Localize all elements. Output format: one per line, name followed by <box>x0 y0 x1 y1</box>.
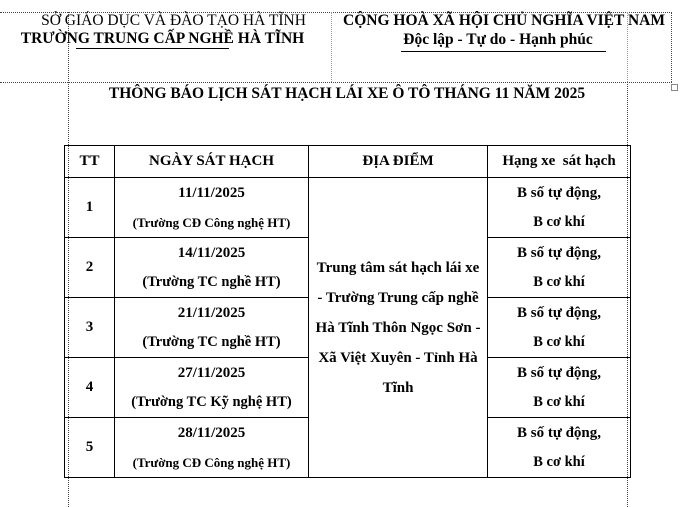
motto-underline <box>401 51 606 52</box>
cell-class <box>488 298 631 358</box>
exam-date: 11/11/2025 <box>178 185 245 201</box>
department-name: SỞ GIÁO DỤC VÀ ĐÀO TẠO HÀ TĨNH <box>41 12 306 29</box>
cell-tt: 5 <box>65 418 115 478</box>
cell-date <box>115 358 309 418</box>
cell-date <box>115 298 309 358</box>
cell-location <box>309 178 488 478</box>
cell-class <box>488 358 631 418</box>
cell-tt: 4 <box>65 358 115 418</box>
exam-venue: (Trường TC Kỹ nghệ HT) <box>131 394 292 410</box>
cell-tt: 3 <box>65 298 115 358</box>
cell-class <box>488 418 631 478</box>
class-manual: B cơ khí <box>533 214 585 230</box>
gridline-header-bottom <box>0 82 672 83</box>
class-manual: B cơ khí <box>533 274 585 290</box>
table-resize-handle[interactable] <box>671 84 678 91</box>
col-header-tt: TT <box>65 146 115 178</box>
exam-venue: (Trường TC nghề HT) <box>142 274 281 290</box>
class-auto: B số tự động, <box>516 245 602 261</box>
exam-date: 28/11/2025 <box>177 425 246 441</box>
table-header-row <box>65 146 631 178</box>
cell-tt: 1 <box>65 178 115 238</box>
class-manual: B cơ khí <box>533 454 585 470</box>
location-text: Trung tâm sát hạch lái xe - Trường Trung cấp nghề Hà Tĩnh Thôn Ngọc Sơn - Xã Việt Xuyên - Tỉnh Hà Tĩnh <box>315 259 481 396</box>
class-auto: B số tự động, <box>516 425 602 441</box>
class-auto: B số tự động, <box>516 365 602 381</box>
cell-class <box>488 178 631 238</box>
cell-date <box>115 178 309 238</box>
col-header-date: NGÀY SÁT HẠCH <box>115 146 309 178</box>
national-title: CỘNG HOÀ XÃ HỘI CHỦ NGHĨA VIỆT NAM <box>343 12 665 29</box>
cell-date <box>115 238 309 298</box>
exam-date: 27/11/2025 <box>177 365 246 381</box>
class-auto: B số tự động, <box>516 305 602 321</box>
class-manual: B cơ khí <box>533 334 585 350</box>
class-manual: B cơ khí <box>533 394 585 410</box>
col-header-location: ĐỊA ĐIỂM <box>309 146 488 178</box>
exam-venue: (Trường CĐ Công nghệ HT) <box>132 455 291 470</box>
cell-class <box>488 238 631 298</box>
document-title: THÔNG BÁO LỊCH SÁT HẠCH LÁI XE Ô TÔ THÁNG 11 NĂM 2025 <box>108 85 586 102</box>
cell-date <box>115 418 309 478</box>
exam-date: 14/11/2025 <box>177 245 246 261</box>
exam-venue: (Trường CĐ Công nghệ HT) <box>132 215 291 230</box>
class-auto: B số tự động, <box>516 185 602 201</box>
cell-tt: 2 <box>65 238 115 298</box>
table-row <box>65 178 631 238</box>
exam-venue: (Trường TC nghề HT) <box>142 334 281 350</box>
school-name: TRƯỜNG TRUNG CẤP NGHỀ HÀ TĨNH <box>20 30 305 47</box>
national-motto: Độc lập - Tự do - Hạnh phúc <box>403 31 593 48</box>
school-underline <box>76 48 229 49</box>
exam-date: 21/11/2025 <box>177 305 246 321</box>
col-header-class: Hạng xe sát hạch <box>488 146 631 178</box>
schedule-table <box>64 145 631 478</box>
